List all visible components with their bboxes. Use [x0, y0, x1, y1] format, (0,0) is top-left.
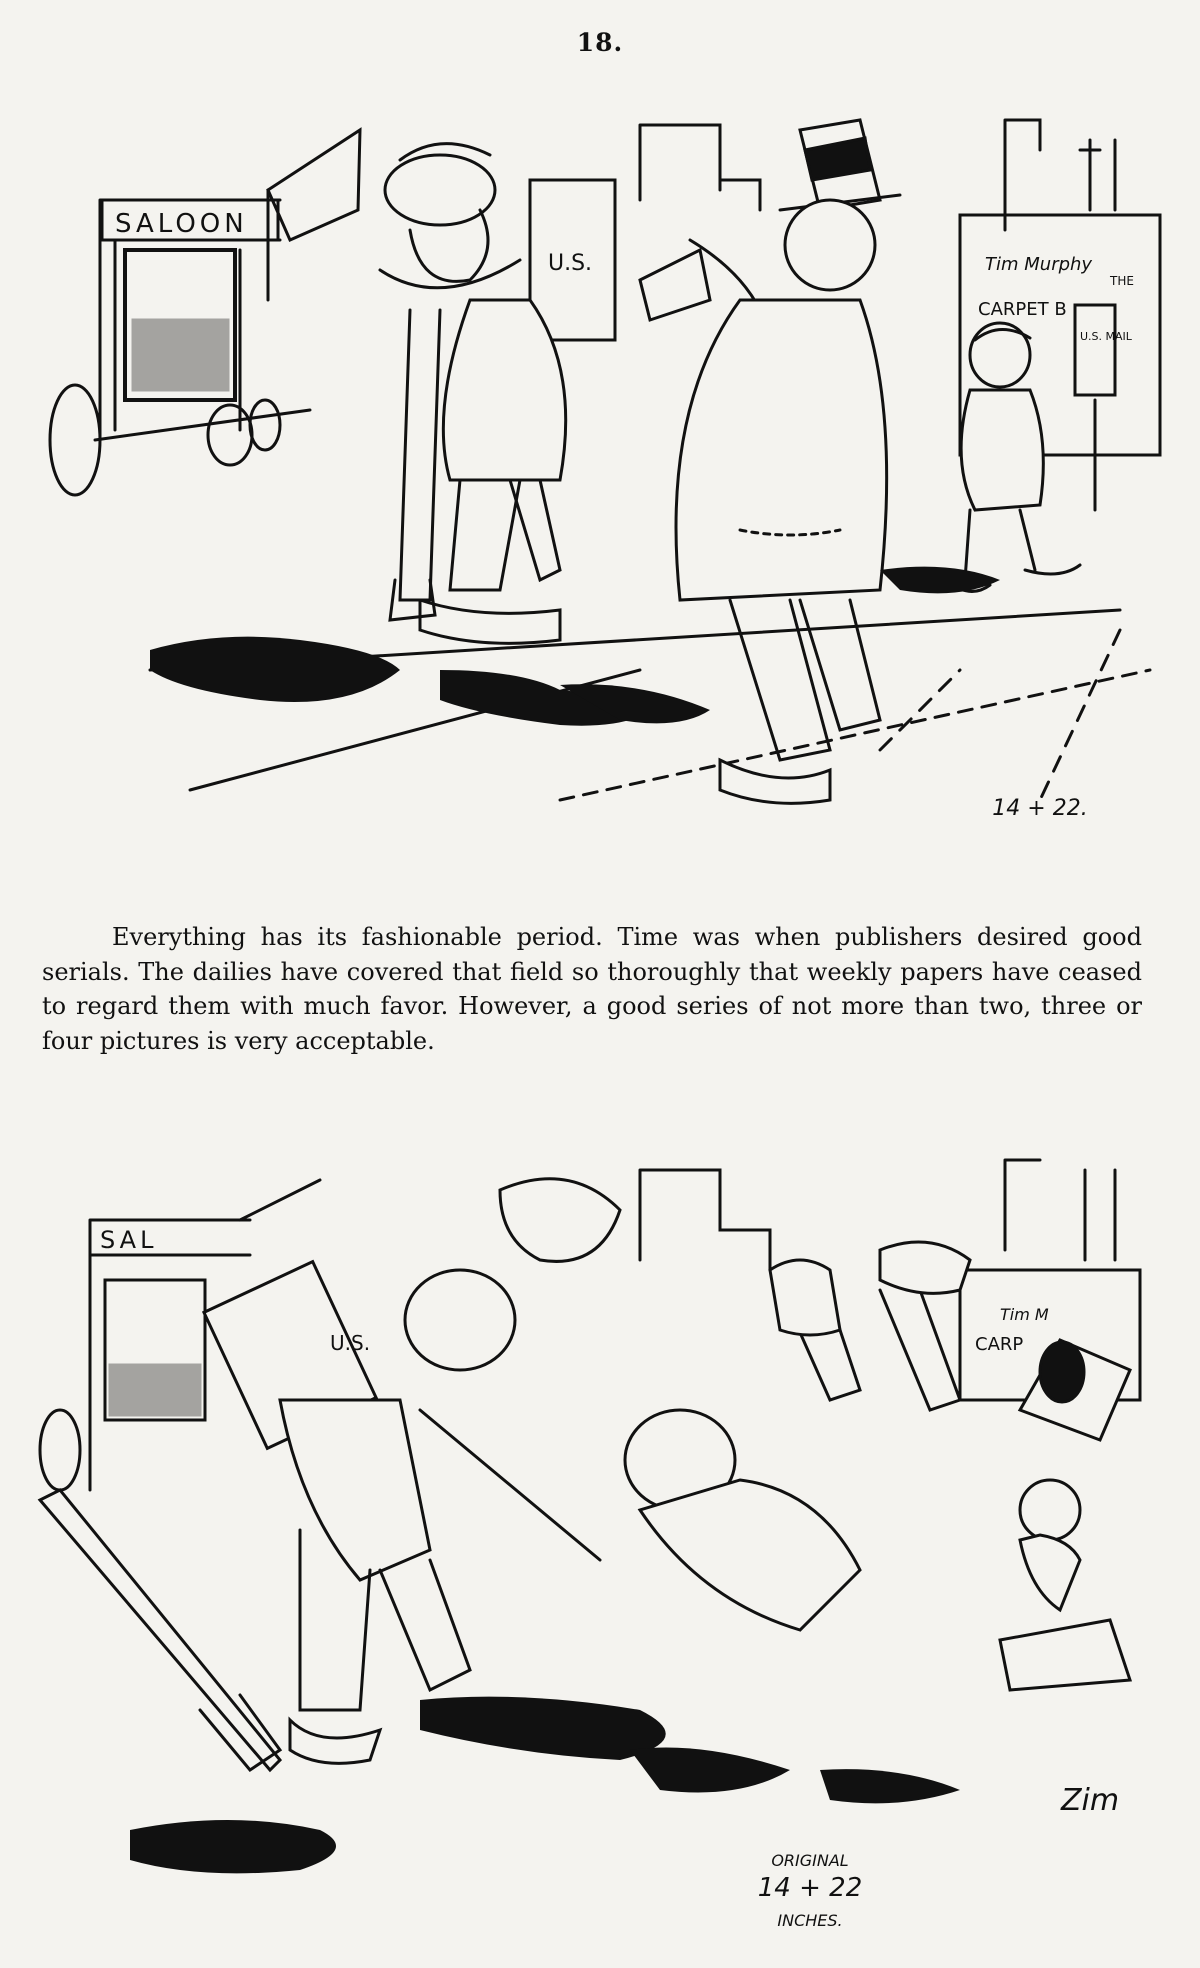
- saloon-building: [95, 200, 310, 440]
- saloon-sign: SAL: [100, 1226, 158, 1254]
- top-cartoon-illustration: [0, 110, 1200, 850]
- newsboy-figure: [945, 323, 1080, 591]
- page-number: 18.: [576, 28, 624, 57]
- backpack-text: U.S.: [330, 1331, 371, 1355]
- shop-sign-name: Tim Murphy: [985, 254, 1093, 275]
- shop-sign-carpet: CARPET B: [978, 299, 1067, 320]
- body-paragraph: Everything has its fashionable period. Time was when publishers desired good serials. The dailies have covered that field so thoroughly that weekly papers have ceased to regard them with much favor. However, a good series of not more than two, three or four pictures is very acceptable.: [42, 923, 1142, 1055]
- sidewalk-line: [1040, 630, 1120, 800]
- shop-sign-carpet: CARP: [975, 1334, 1024, 1355]
- bottom-cartoon-illustration: [0, 1150, 1200, 1950]
- artist-signature: Zim: [1060, 1783, 1120, 1818]
- original-note-line1: ORIGINAL: [771, 1851, 849, 1870]
- sidewalk-line: [560, 670, 1150, 800]
- rifle: [40, 1490, 280, 1770]
- original-note-line3: INCHES.: [777, 1911, 843, 1930]
- sidewalk-line: [880, 670, 960, 750]
- mailbox-text: U.S. MAIL: [1080, 330, 1132, 343]
- barrel: [40, 1410, 80, 1490]
- shop-sign-name: Tim M: [1000, 1305, 1049, 1324]
- shadows: [130, 1697, 960, 1874]
- saloon-sign: SALOON: [115, 209, 248, 239]
- flying-hat: [500, 1179, 620, 1262]
- newsboy-figure: [1000, 1480, 1130, 1690]
- backpack-text: U.S.: [548, 251, 593, 276]
- soldier-figure: [380, 144, 615, 644]
- soldier-figure: [204, 1262, 600, 1764]
- flag: [268, 130, 360, 300]
- shop-sign-the: THE: [1110, 274, 1134, 288]
- original-note-line2: 14 + 22: [757, 1873, 863, 1903]
- top-size-note: 14 + 22.: [992, 796, 1088, 821]
